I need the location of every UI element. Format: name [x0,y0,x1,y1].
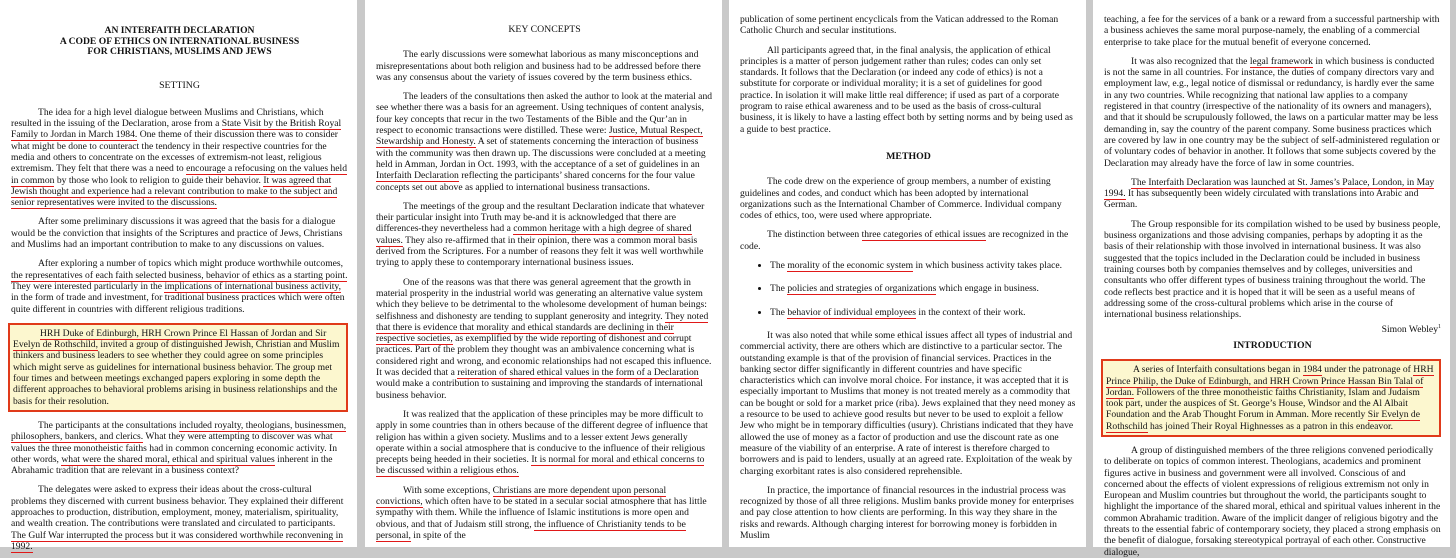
underlined-phrase: They noted that there is evidence that morality and ethical standards are declining in their respective societies, [376,310,709,345]
title-line: A CODE OF ETHICS ON INTERNATIONAL BUSINESS [59,35,300,47]
setting-heading: SETTING [159,79,200,91]
underlined-phrase: The Gulf War interrupted the process but it was considered worthwhile reconvening in 1992. [11,529,344,552]
underlined-phrase: Sir Evelyn de Rothschild [1106,409,1420,432]
underlined-phrase: State Visit by the British Royal Family to Jordan in March 1984. [11,118,342,141]
underlined-phrase: The Interfaith Declaration was launched at St. James’s Palace, London, in May 1994. [1104,176,1435,200]
underlined-phrase: HRH Prince Philip, the Duke of Edinburgh, and HRH Crown Prince Hassan Bin Talal of Jordan. [1106,364,1434,398]
paragraph: It was also noted that while some ethical issues affect all types of industrial and commercial activity, there are others which are distinctive to a particular sector. The outstanding example is that of the provision of financial services. Practices in the banking sector differ significantly in different countries and have specific characteristics which can involve moral choice. For instance, it was accepted that it is especially important to Muslims that money is not treated merely as a commodity that can be bought or sold for a market price (riba). Jews explained that they need money as a resource to be used to achieve good results but never to be used to exploit a fellow Jew who might be in temporary difficulties (usury). Christians indicated that they have allowed the use of money as a factor of production and use the discount rate as one measure of the viability of an enterprise. A rate of interest is therefore charged to borrowers and is paid to lenders, usually at an agreed rate. Exploitation of the weak by charging exorbitant rates is also considered reprehensible. [740,329,1076,477]
paragraph: publication of some pertinent encyclicals from the Vatican addressed to the Roman Catholic Church and secular institutions. [740,14,1059,37]
underlined-phrase: 1984 [1302,364,1322,376]
paragraph: HRH Duke of Edinburgh, HRH Crown Prince El Hassan of Jordan and Sir Evelyn de Rothschild, invited a group of distinguished Jewish, Christian and Muslim thinkers and business leaders to see whether they could agree on some principles which might serve as guidelines for international business behavior. The group met four times and between meetings exchanged papers exploring in some depth the different approaches to behavioral problems arising in business relationships and the basis for their resolution. [13,327,340,407]
underlined-phrase: the influence of Christianity tends to be personal, [376,518,686,541]
paragraph: The code drew on the experience of group members, a number of existing guidelines and codes, and conduct which has been adopted by international organizations such as the International Chamber of Commerce. Individual company codes of ethics, too, were used where appropriate. [740,176,1062,222]
list-item: • The behavior of individual employees in the context of their work. [770,307,1077,318]
underlined-phrase: morality of the economic system [787,260,914,272]
underlined-phrase: legal framework [1249,55,1313,67]
paragraph: The leaders of the consultations then asked the author to look at the material and see whether there was a basis for an agreement. Using techniques of content analysis, four key concepts that recur in the two Testaments of the Bible and the Qur’an in respect to economic transactions were distilled. These were: Justice, Mutual Respect, Stewardship and Honesty. A set of statements concerning the interaction of business with the community was then drawn up. The discussions were concluded at a meeting held in Amman, Jordan in Oct. 1993, with the acceptance of a set of guidelines in an Interfaith Declaration reflecting the participants’ shared concerns for the four value concepts set out above as applied to international business transactions. [376,91,713,193]
list-item: • The policies and strategies of organizations which engage in business. [770,283,1077,294]
paragraph: It was also recognized that the legal framework in which business is conducted is not the same in all countries. For instance, the duties of company directors vary and employment law, e.g., legal notice of dismissal or redundancy, is hardly ever the same in any two countries. While recognizing that national law applies to a company registered in that country (irrespective of the nationality of its owners and managers), and that it should be scrupulously followed, the laws on a particular matter may be less demanding in, say the country of the parent company. Some business practices which are covered by law in one country may be the subject of self-administered regulation or of voluntary codes of behavior in another. It follows that some subjects covered by the Declaration may already have the force of law in some countries. [1104,55,1440,169]
underlined-phrase: HRH Duke of Edinburgh, HRH Crown Prince El Hassan of Jordan and Sir Evelyn de Rothschild, [13,327,327,351]
declaration-title [11,26,348,58]
underlined-phrase: behavior of individual employees [787,306,917,318]
document-page-1 [0,0,357,552]
paragraph: The idea for a high level dialogue between Muslims and Christians, which resulted in the issuing of the Declaration, arose from a State Visit by the British Royal Family to Jordan in March 1984. One theme of their discussion there was to consider what might be done to counteract the tendency in their respective countries for the media and others to concentrate on the excesses of extremism-not least, religious extremism. They felt that there was a need to encourage a refocusing on the values held in common by those who look to religion to guide their behavior. It was agreed that Jewish thought and experience had a relevant contribution to make to the subject and senior representatives were invited to the discussions. [11,106,348,209]
underlined-phrase: reiteration of shared ethical values in the form of a Declaration [457,367,699,379]
signature: Simon Webley$^1$ [1381,324,1441,336]
underlined-phrase: the representatives of each faith selected business, behavior of ethics as a starting point. [11,269,348,281]
underlined-phrase: three categories of ethical issues [861,229,986,241]
paragraph: A group of distinguished members of the three religions convened periodically to deliberate on topics of common interest. Theologians, academics and prominent figures active in business and government were all involved. Conscious of and concerned about the effects of violent expressions of religious extremism not only in European and Muslim countries but throughout the world, the participants sought to highlight the importance of the shared moral, ethical and spiritual values inherent in the common Abrahamic tradition. Aware of the implicit danger of religious bigotry and the threats to the essential fabric of contemporary society, they placed a strong emphasis on the benefit of dialogue, forsaking stereotypical portrayal of each other. Constructive dialogue, [1104,444,1441,558]
footnote-marker: 1 [1438,324,1441,331]
document-page-4 [1093,0,1450,558]
highlighted-paragraph-box [1101,359,1441,437]
paragraph: teaching, a fee for the services of a bank or a reward from a successful partnership with a business achieves the same moral purpose-namely, the enabling of a commercial enterprise to take place for the mutual benefit of everyone concerned. [1104,14,1440,48]
list-item: • The morality of the economic system in which business activity takes place. [770,260,1077,271]
underlined-phrase: Justice, Mutual Respect, Stewardship and Honesty. [376,125,703,148]
underlined-phrase: implications of international business activity, [164,280,341,292]
underlined-phrase: Christians are more dependent upon personal convictions, [376,484,667,507]
paragraph: With some exceptions, Christians are more dependent upon personal convictions, which often have to be stated in a secular social atmosphere that has little sympathy with them. While the influence of Islamic institutions is more open and obvious, and that of Judaism still strong, the influence of Christianity tends to be personal, in spite of the [376,484,707,541]
paragraph: One of the reasons was that there was general agreement that the growth in material prosperity in the industrial world was generating an alternative value system which they believe to be detrimental to the wholesome development of human beings: selfishness and dishonesty are tending to supplant generosity and integrity. They noted that there is evidence that morality and ethical standards are declining in their respective societies, as exemplified by the wide reporting of dishonest and corrupt practices. Part of the problem they thought was an ambivalence concerning what is considered right and wrong, and economic relationships had not escaped this influence. It was decided that a reiteration of shared ethical values in the form of a Declaration would make a contribution to sustaining and improving the standards of international business behavior. [376,276,712,401]
paragraph: It was realized that the application of these principles may be more difficult to apply in some countries than in others because of the different degree of influence that religion has within a given society. Muslims and to a lesser extent Jews generally operate within a social atmosphere that is conducive to the influence of their religious precepts being heeded in their societies. It is normal for moral and ethical concerns to be discussed within a religious ethos. [376,408,708,477]
paragraph: All participants agreed that, in the final analysis, the application of ethical principles is a matter of person judgement rather than rules; codes can only set standards. It follows that the Declaration (or indeed any code of ethics) is not a substitute for corporate or individual morality; it is a set of guidelines for good practice. In isolation it will make little real difference; if used as part of a corporate program to raise ethical awareness and to be used as the basis of cross-cultural business, it is likely to have a lasting effect both by setting norms and by being used as a guide to best practice. [740,44,1073,135]
paragraph: After exploring a number of topics which might produce worthwhile outcomes, the representatives of each faith selected business, behavior of ethics as a starting point. They were interested particularly in the implications of international business activity, in the form of trade and investment, for traditional business practices which were often quite different in countries with different religious traditions. [11,258,348,315]
underlined-phrase: Interfaith Declaration [376,170,459,182]
highlighted-paragraph-box [8,323,348,412]
underlined-phrase: encourage a refocusing on the values held in common [11,163,348,186]
underlined-phrase: It is normal for moral and ethical concerns to be discussed within a religious ethos. [376,454,705,477]
underlined-phrase: what were the shared moral, ethical and spiritual values [61,453,275,465]
underlined-phrase: included royalty, theologians, businessmen, philosophers, bankers, and clerics. [11,419,347,443]
paragraph: The meetings of the group and the resultant Declaration indicate that whatever their particular insight into Truth may be-and it is acknowledged that there are differences-they nevertheless had a common heritage with a high degree of shared values. They also re-affirmed that in their opinion, there was a common moral basis derived from the Scriptures. For a number of reasons they felt it was well worthwhile trying to apply these to contemporary international business issues. [376,200,705,269]
method-heading: METHOD [886,150,931,162]
document-page-3 [729,0,1086,547]
paragraph: A series of Interfaith consultations began in 1984 under the patronage of HRH Prince Philip, the Duke of Edinburgh, and HRH Crown Prince Hassan Bin Talal of Jordan. Followers of the three monotheistic faiths Christianity, Islam and Judaism took part, under the auspices of St. George’s House, Windsor and the Al Albait Foundation and the Arab Thought Forum in Amman. More recently Sir Evelyn de Rothschild has joined Their Royal Highnesses as a patron in this endeavor. [1106,364,1434,432]
title-line: FOR CHRISTIANS, MUSLIMS AND JEWS [87,46,272,57]
introduction-heading: INTRODUCTION [1233,339,1312,351]
title-line: AN INTERFAITH DECLARATION [104,25,255,36]
paragraph: In practice, the importance of financial resources in the industrial process was recognized by those of all three religions. Muslim banks provide money for enterprises and pay close attention to how clients are performing. In this way they share in the risks and rewards. Although charging interest for borrowing money is forbidden in Muslim [740,484,1074,541]
paragraph: The distinction between three categories of ethical issues are recognized in the code. [740,229,1069,252]
underlined-phrase: common heritage with a high degree of shared values. [376,223,692,246]
underlined-phrase: policies and strategies of organizations [787,283,937,295]
key-concepts-heading: KEY CONCEPTS [508,24,581,35]
paragraph: The delegates were asked to express their ideas about the cross-cultural problems they discerned with current business behavior. They explained their different approaches to production, distribution, employment, money, materialism, spirituality, and wealth creation. The contributions were translated and circulated to participants. The Gulf War interrupted the process but it was considered worthwhile reconvening in 1992. [11,484,344,552]
paragraph: After some preliminary discussions it was agreed that the basis for a dialogue would be the conviction that insights of the Scriptures and practice of Jews, Christians and Muslims had an important contribution to make to any discussions on values. [11,216,343,251]
underlined-phrase: It was agreed that Jewish thought and experience had a relevant contribution to make to the subject and senior representatives were invited to the discussions. [11,174,338,209]
paragraph: The participants at the consultations included royalty, theologians, businessmen, philosophers, bankers, and clerics. What they were attempting to discover was what values the three monotheistic faiths had in common concerning economic activity. In other words, what were the shared moral, ethical and spiritual values inherent in the Abrahamic tradition that are relevant in a business context? [11,419,347,477]
paragraph: The Interfaith Declaration was launched at St. James’s Palace, London, in May 1994. It has subsequently been widely circulated with translations into Arabic and German. [1104,176,1435,211]
document-page-2 [365,0,722,547]
ethical-issues-list [740,260,1077,318]
paragraph: The Group responsible for its compilation wished to be used by business people, business organizations and those advising companies, perhaps by adopting it as the basis of their relationship with those involved in international business. It was also suggested that the topics included in the Declaration could be included in business training courses both by companies themselves and by colleges, universities and consultants who offer different types of business training throughout the world. The code reflects best practice and it is hoped that it will be seen as a useful means of addressing some of the cross-cultural problems which arise in the course of international business relationships. [1104,218,1441,321]
paragraph: The early discussions were somewhat laborious as many misconceptions and misrepresentations about both religion and business had to be addressed before there was any consensus about the variety of issues covered by the term business ethics. [376,49,701,83]
